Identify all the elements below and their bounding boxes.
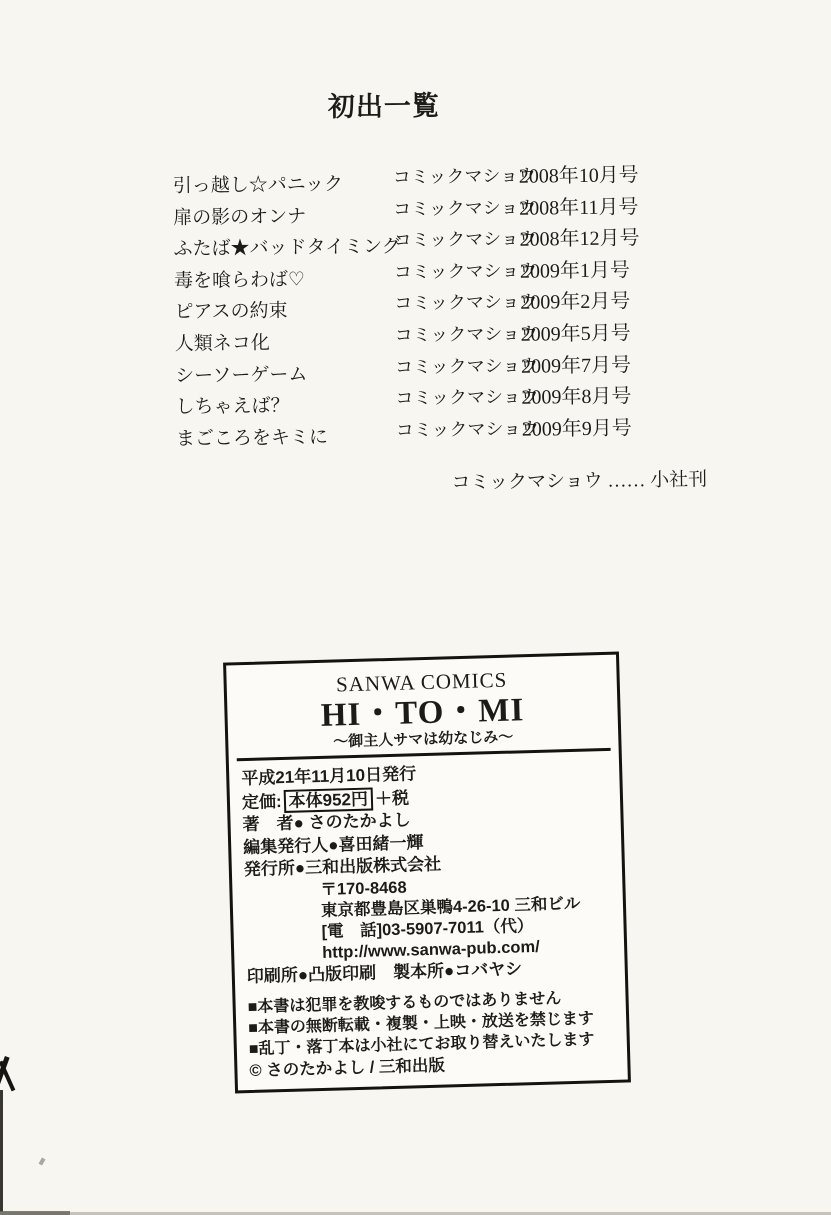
magazine-name: コミックマショウ (392, 165, 537, 188)
story-title: まごころをキミに (175, 426, 329, 450)
price-tax: ＋税 (374, 787, 410, 808)
magazine-name: コミックマショウ (395, 386, 539, 409)
story-title: しちゃえば？ (175, 395, 290, 419)
magazine-name: コミックマショウ (393, 260, 538, 283)
issue-date: 2008年12月号 (519, 227, 640, 251)
issue-date: 2009年2月号 (520, 290, 631, 315)
price-amount-box: 本体952円 (283, 787, 373, 812)
phone-number: [電 話]03-5907-7011（代） (321, 916, 534, 941)
publisher-website: http://www.sanwa-pub.com/ (321, 937, 540, 962)
publisher-line: 発行所●三和出版株式会社 (243, 854, 442, 880)
colophon-box (223, 652, 631, 1094)
story-title: ピアスの約束 (174, 300, 288, 324)
issue-date: 2009年9月号 (521, 417, 632, 441)
story-title: ふたば★バッドタイミング (173, 236, 401, 261)
story-title: シーソーゲーム (175, 363, 308, 387)
issue-date: 2009年8月号 (521, 385, 632, 409)
book-subtitle: ～御主人サマは幼なじみ～ (333, 728, 514, 751)
postal-code: 〒170-8468 (320, 878, 407, 899)
issue-date: 2009年7月号 (520, 353, 632, 378)
publisher-address-block (244, 871, 612, 965)
colophon-details (241, 758, 616, 1082)
publisher-footnote: コミックマショウ …… 小社刊 (451, 469, 708, 494)
publication-list (173, 159, 696, 450)
scan-artifact-edge-streak (0, 1090, 3, 1215)
magazine-name: コミックマショウ (394, 355, 539, 377)
legal-notice: ■乱丁・落丁本は小社にてお取り替えいたします (248, 1031, 595, 1059)
magazine-name: コミックマショウ (395, 418, 540, 440)
issue-date: 2009年5月号 (520, 322, 631, 346)
scan-artifact-bottom-edge (0, 1211, 70, 1215)
magazine-name: コミックマショウ (393, 228, 537, 251)
legal-notice: ■本書は犯罪を教唆するものではありません (247, 990, 562, 1017)
section-title: 初出一覧 (327, 90, 441, 123)
legal-notice: ■本書の無断転載・複製・上映・放送を禁じます (248, 1010, 595, 1038)
issue-date: 2009年1月号 (519, 259, 631, 283)
magazine-name: コミックマショウ (393, 197, 537, 219)
editor-line: 編集発行人●喜田緒一輝 (242, 832, 424, 857)
story-title: 扉の影のオンナ (173, 205, 307, 229)
copyright-line: © さのたかよし / 三和出版 (249, 1056, 446, 1081)
issue-date: 2008年11月号 (518, 195, 639, 220)
story-title: 毒を喰らわば♡ (173, 269, 306, 292)
imprint-label: SANWA COMICS (335, 667, 508, 697)
price-label: 定価: (241, 791, 282, 812)
printing-line: 印刷所●凸版印刷 製本所●コバヤシ (246, 958, 523, 986)
magazine-name: コミックマショウ (394, 323, 539, 346)
issue-date: 2008年10月号 (518, 164, 639, 188)
street-address: 東京都豊島区巣鴨4-26-10 三和ビル (320, 894, 581, 920)
story-title: 人類ネコ化 (174, 332, 270, 355)
story-title: 引っ越し☆パニック (172, 173, 344, 197)
legal-notices (247, 987, 615, 1060)
magazine-name: コミックマショウ (394, 291, 538, 314)
author-label: 著 者● (242, 813, 305, 835)
author-name: さのたかよし (308, 810, 411, 833)
publication-row (176, 411, 696, 449)
publication-date: 平成21年11月10日発行 (241, 764, 417, 789)
book-title: HI・TO・MI (320, 692, 525, 734)
